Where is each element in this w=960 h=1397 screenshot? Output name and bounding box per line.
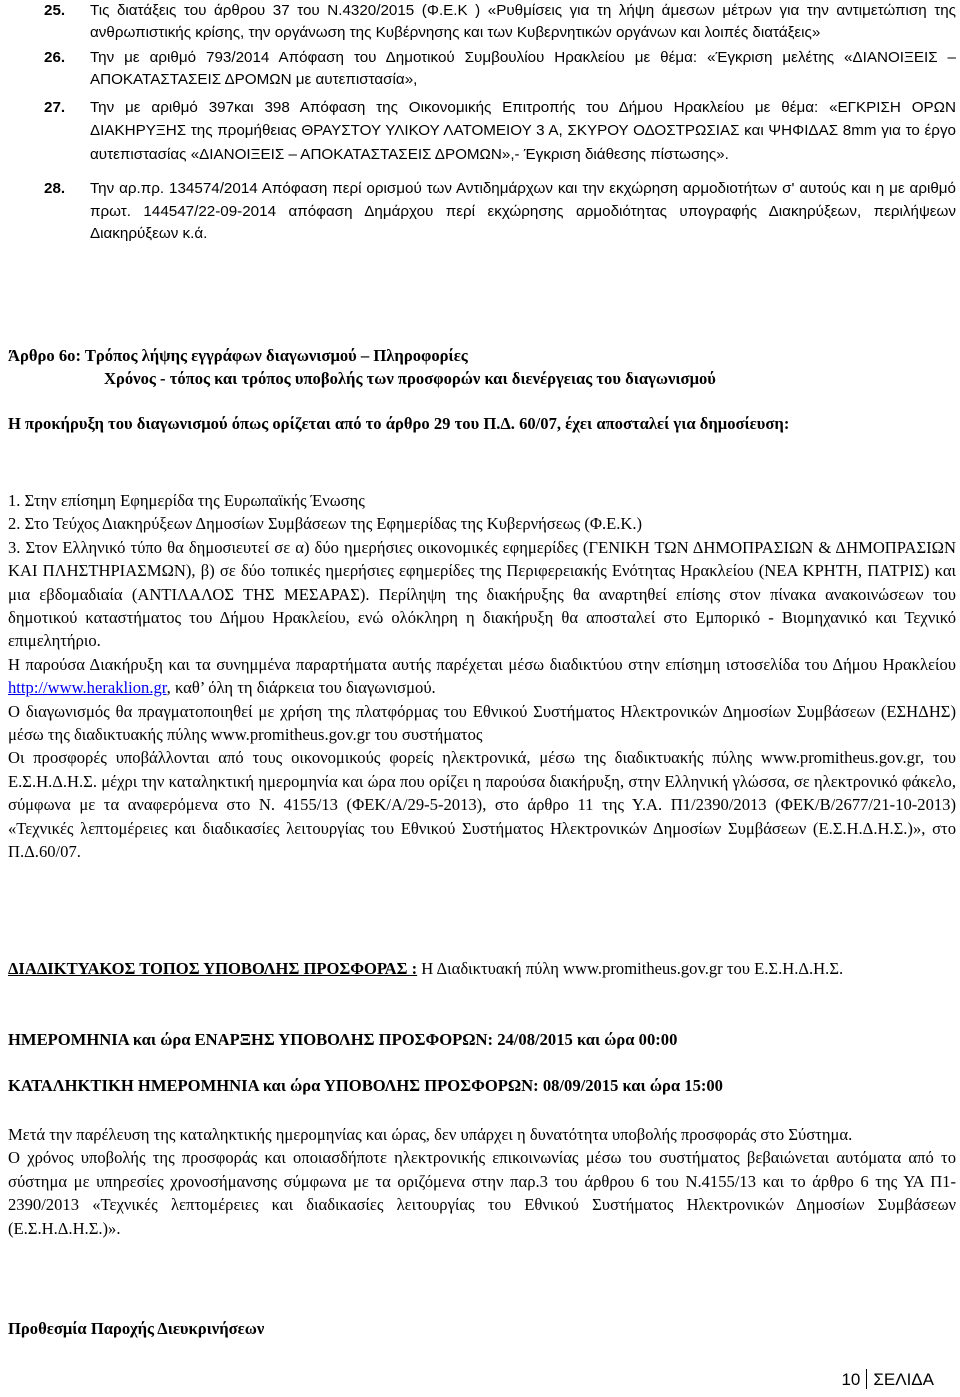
list-item-25 [44,0,956,45]
eshdhs-paragraph: Ο διαγωνισμός θα πραγματοποιηθεί με χρήση της πλατφόρμας του Εθνικού Συστήματος Ηλεκτρονικών Δημοσίων Συμβάσεων (ΕΣΗΔΗΣ) μέσω της διαδικτυακής πύλης www.promitheus.gov.gr του συστήματος [8,701,956,745]
list-item-text: Την αρ.πρ. 134574/2014 Απόφαση περί ορισμού των Αντιδημάρχων και την εκχώρηση αρμοδιοτήτων σ' αυτούς και η με αριθμό πρωτ. 144547/22-09-2014 απόφαση Δημάρχου περί εκχώρησης αρμοδιότητας υπογραφής Διακηρύξεων, περιλήψεων Διακηρύξεων κ.ά. [90,180,956,243]
website-paragraph [8,653,956,700]
after-deadline-text: Μετά την παρέλευση της καταληκτικής ημερομηνίας και ώρας, δεν υπάρχει η δυνατότητα υποβολής προσφοράς στο Σύστημα. [8,1125,853,1144]
website-text: Η παρούσα Διακήρυξη και τα συνημμένα παραρτήματα αυτής παρέχεται μέσω διαδικτύου στην επίσημη ιστοσελίδα του Δήμου Ηρακλείου [8,654,956,674]
offers-paragraph: Οι προσφορές υποβάλλονται από τους οικονομικούς φορείς ηλεκτρονικά, μέσω της διαδικτυακής πύλης www.promitheus.gov.gr, του Ε.Σ.Η.Δ.Η.Σ. μέχρι την καταληκτική ημερομηνία και ώρα που ορίζει η παρούσα διακήρυξη, στην Ελληνική γλώσσα, σε ηλεκτρονικό φάκελο, σύμφωνα με τα αναφερόμενα στο Ν. 4155/13 (ΦΕΚ/Α/29-5-2013), στο άρθρο 11 της Υ.Α. Π1/2390/2013 (ΦΕΚ/Β/2677/21-10-2013) «Τεχνικές λεπτομέρειες και διαδικασίες λειτουργίας του Εθνικού Συστήματος Ηλεκτρονικών Δημοσίων Συμβάσεων (Ε.Σ.Η.Δ.Η.Σ.)», στο Π.Δ.60/07. [8,748,956,862]
publication-section [8,489,956,864]
list-item-26 [44,47,956,92]
publication-item-1: 1. Στην επίσημη Εφημερίδα της Ευρωπαϊκής Ένωσης [8,491,365,510]
list-item-number: 26. [44,48,66,66]
list-item-28 [44,178,956,245]
footer-separator [866,1369,867,1389]
announcement-intro: Η προκήρυξη του διαγωνισμού όπως ορίζεται από το άρθρο 29 του Π.Δ. 60/07, έχει αποσταλεί για δημοσίευση: [8,414,790,433]
start-date: ΗΜΕΡΟΜΗΝΙΑ και ώρα ΕΝΑΡΞΗΣ ΥΠΟΒΟΛΗΣ ΠΡΟΣΦΟΡΩΝ: 24/08/2015 και ώρα 00:00 [8,1030,678,1049]
article-heading [8,344,956,391]
page-footer [841,1368,934,1391]
submission-time-text: Ο χρόνος υποβολής της προσφοράς και οποιασδήποτε ηλεκτρονικής επικοινωνίας μέσω του συστήματος βεβαιώνεται αυτόματα από το σύστημα με υπηρεσίες χρονοσήμανσης σύμφωνα με τα οριζόμενα στην παρ.3 του άρθρου 6 του Ν.4155/13 και το άρθρο 6 της ΥΑ Π1-2390/2013 «Τεχνικές λεπτομέρειες και διαδικασίες λειτουργίας του Εθνικού Συστήματος Ηλεκτρονικών Δημοσίων Συμβάσεων (Ε.Σ.Η.Δ.Η.Σ.)». [8,1148,956,1238]
publication-item-3: 3. Στον Ελληνικό τύπο θα δημοσιευτεί σε α) δύο ημερήσιες οικονομικές εφημερίδες (ΓΕΝΙΚΗ ΤΩΝ ΔΗΜΟΠΡΑΣΙΩΝ & ΔΗΜΟΠΡΑΣΙΩΝ ΚΑΙ ΠΛΗΣΤΗΡΙΑΣΜΩΝ), β) σε δύο τοπικές ημερήσιες εφημερίδες της Περιφερειακής Ενότητας Ηρακλείου (ΝΕΑ ΚΡΗΤΗ, ΠΑΤΡΙΣ) και μια εβδομαδιαία (ΑΝΤΙΛΑΛΟΣ ΤΗΣ ΜΕΣΑΡΑΣ). Περίληψη της διακήρυξης θα αναρτηθεί επίσης στον πίνακα ανακοινώσεων του δημοτικού καταστήματος του Δήμου Ηρακλείου, ενώ ολόκληρη η διακήρυξη θα αποσταλεί στο Εμπορικό - Βιομηχανικό και Τεχνικό επιμελητήριο. [8,537,956,651]
submission-website-value: Η Διαδικτυακή πύλη www.promitheus.gov.gr του Ε.Σ.Η.Δ.Η.Σ. [417,959,844,978]
deadline-section [8,1123,956,1240]
article-subtitle: Χρόνος - τόπος και τρόπος υποβολής των προσφορών και διενέργειας του διαγωνισμού [104,369,716,389]
page-number: 10 [841,1370,861,1389]
submission-website [8,957,956,980]
list-item-text: Τις διατάξεις του άρθρου 37 του Ν.4320/2015 (Φ.Ε.Κ ) «Ρυθμίσεις για τη λήψη άμεσων μέτρων για την αντιμετώπιση της ανθρωπιστικής κρίσης, την οργάνωση της Κυβέρνησης και των Κυβερνητικών οργάνων και λοιπές διατάξεις» [90,2,956,42]
list-item-27 [44,96,956,167]
end-date: ΚΑΤΑΛΗΚΤΙΚΗ ΗΜΕΡΟΜΗΝΙΑ και ώρα ΥΠΟΒΟΛΗΣ ΠΡΟΣΦΟΡΩΝ: 08/09/2015 και ώρα 15:00 [8,1076,723,1095]
page-label: ΣΕΛΙΔΑ [873,1370,934,1389]
submission-website-label: ΔΙΑΔΙΚΤΥΑΚΟΣ ΤΟΠΟΣ ΥΠΟΒΟΛΗΣ ΠΡΟΣΦΟΡΑΣ : [8,959,418,978]
clarifications-heading: Προθεσμία Παροχής Διευκρινήσεων [8,1319,265,1338]
list-item-text: Την με αριθμό 397και 398 Απόφαση της Οικονομικής Επιτροπής του Δήμου Ηρακλείου με θέμα: «ΕΓΚΡΙΣΗ ΟΡΩΝ ΔΙΑΚΗΡΥΞΗΣ της προμήθειας ΘΡΑΥΣΤΟΥ ΥΛΙΚΟΥ ΛΑΤΟΜΕΙΟΥ 3 Α, ΣΚΥΡΟΥ ΟΔΟΣΤΡΩΣΙΑΣ και ΨΗΦΙΔΑΣ 8mm για το έργο αυτεπιστασίας «ΔΙΑΝΟΙΞΕΙΣ – ΑΠΟΚΑΤΑΣΤΑΣΕΙΣ ΔΡΟΜΩΝ»,- Έγκριση διάθεσης πίστωσης». [90,98,956,163]
numbered-list [44,0,956,246]
list-item-text: Την με αριθμό 793/2014 Απόφαση του Δημοτικού Συμβουλίου Ηρακλείου με θέμα: «Έγκριση μελέτης «ΔΙΑΝΟΙΞΕΙΣ – ΑΠΟΚΑΤΑΣΤΑΣΕΙΣ ΔΡΟΜΩΝ με αυτεπιστασία», [90,48,956,89]
heraklion-website-link[interactable]: http://www.heraklion.gr [8,678,167,698]
website-text-after: , καθ’ όλη τη διάρκεια του διαγωνισμού. [166,678,436,698]
list-item-number: 28. [44,180,66,198]
article-title: Άρθρο 6ο: Τρόπος λήψης εγγράφων διαγωνισμού – Πληροφορίες [8,346,468,365]
publication-item-2: 2. Στο Τεύχος Διακηρύξεων Δημοσίων Συμβάσεων της Εφημερίδας της Κυβερνήσεως (Φ.Ε.Κ.) [8,514,643,534]
list-item-number: 25. [44,2,66,19]
list-item-number: 27. [44,98,66,116]
